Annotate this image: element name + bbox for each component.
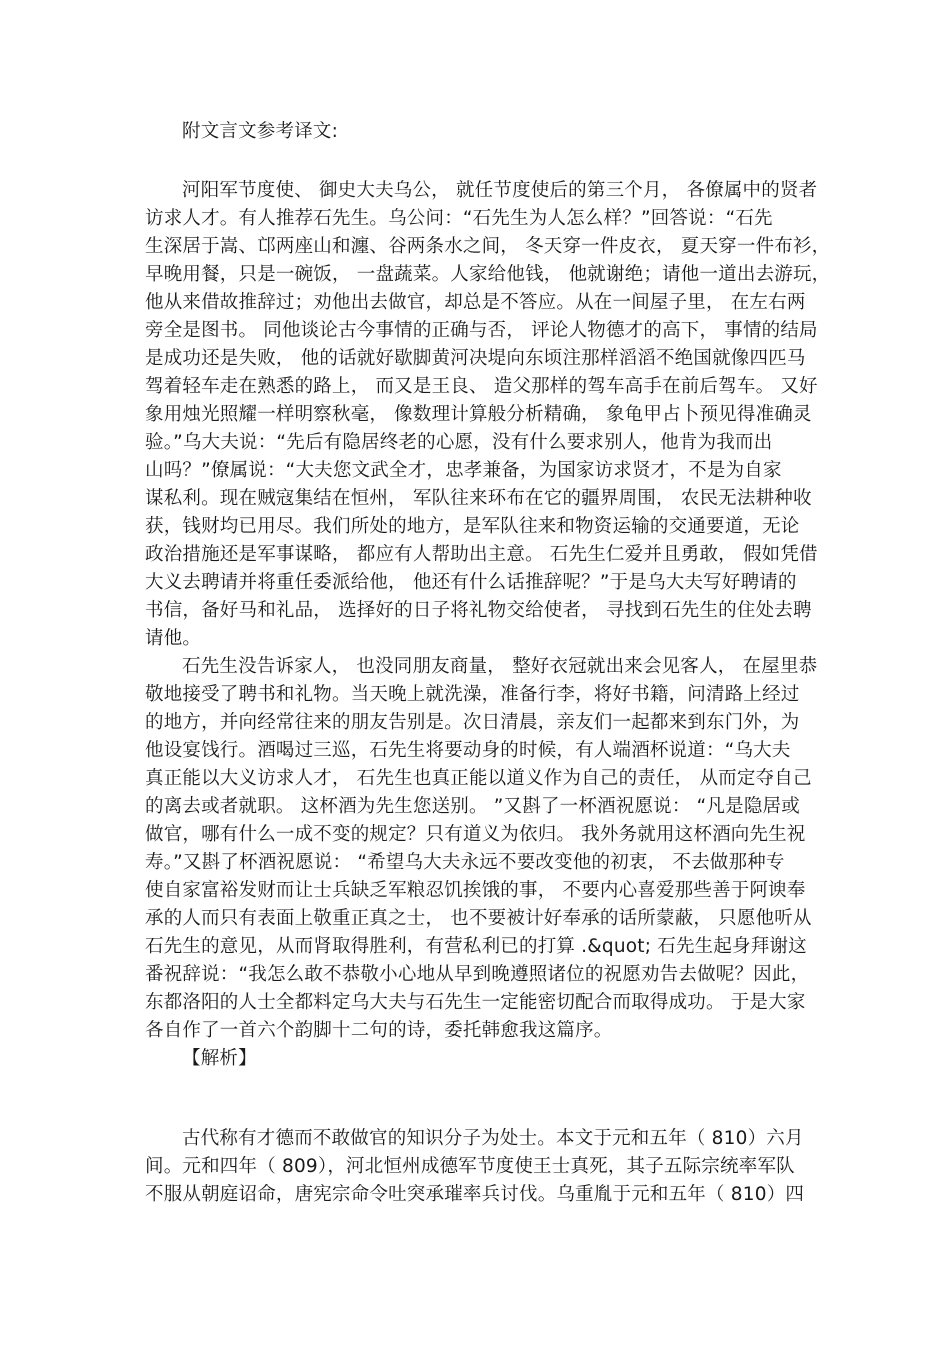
analysis-line: 间。元和四年（ 809），河北恒州成德军节度使王士真死，其子五际宗统率军队 [145,1156,795,1177]
paragraph-line: 他设宴饯行。酒喝过三巡，石先生将要动身的时候，有人端酒杯说道：“乌大夫 [145,740,791,761]
document-heading: 附文言文参考译文: [182,121,339,142]
paragraph-line: 书信，备好马和礼品， 选择好的日子将礼物交给使者， 寻找到石先生的住处去聘 [145,600,812,621]
analysis-line: 古代称有才德而不敢做官的知识分子为处士。本文于元和五年（ 810）六月 [182,1128,804,1149]
paragraph-line: 河阳军节度使、 御史大夫乌公， 就任节度使后的第三个月， 各僚属中的贤者 [182,180,818,201]
paragraph-line: 生深居于嵩、邙两座山和瀍、谷两条水之间， 冬天穿一件皮衣， 夏天穿一件布衫， [145,236,831,257]
analysis-label: 【解析】 [182,1048,257,1069]
paragraph-line: 政治措施还是军事谋略， 都应有人帮助出主意。 石先生仁爱并且勇敢， 假如凭借 [145,544,818,565]
paragraph-line: 做官，哪有什么一成不变的规定？只有道义为依归。 我外务就用这杯酒向先生祝 [145,824,806,845]
paragraph-line: 谋私利。现在贼寇集结在恒州， 军队往来环布在它的疆界周围， 农民无法耕种收 [145,488,812,509]
paragraph-line: 获，钱财均已用尽。我们所处的地方，是军队往来和物资运输的交通要道，无论 [145,516,800,537]
paragraph-line: 石先生没告诉家人， 也没同朋友商量， 整好衣冠就出来会见客人， 在屋里恭 [182,656,818,677]
analysis-line: 不服从朝庭诏命，唐宪宗命令吐突承璀率兵讨伐。乌重胤于元和五年（ 810）四 [145,1184,805,1205]
paragraph-line: 象用烛光照耀一样明察秋毫， 像数理计算般分析精确， 象龟甲占卜预见得准确灵 [145,404,812,425]
paragraph-line: 驾着轻车走在熟悉的路上， 而又是王良、 造父那样的驾车高手在前后驾车。 又好 [145,376,818,397]
paragraph-line: 访求人才。有人推荐石先生。乌公问：“石先生为人怎么样？”回答说：“石先 [145,208,773,229]
paragraph-line: 承的人而只有表面上敬重正真之士， 也不要被计好奉承的话所蒙蔽， 只愿他听从 [145,908,812,929]
paragraph-line: 大义去聘请并将重任委派给他， 他还有什么话推辞呢？”于是乌大夫写好聘请的 [145,572,797,593]
paragraph-line: 敬地接受了聘书和礼物。当天晚上就洗澡，准备行李，将好书籍，问清路上经过 [145,684,800,705]
paragraph-line: 他从来借故推辞过；劝他出去做官，却总是不答应。从在一间屋子里， 在左右两 [145,292,806,313]
paragraph-line: 请他。 [145,628,202,649]
paragraph-line: 各自作了一首六个韵脚十二句的诗，委托韩愈我这篇序。 [145,1020,613,1041]
paragraph-line: 验。”乌大夫说：“先后有隐居终老的心愿，没有什么要求别人，他肯为我而出 [145,432,773,453]
paragraph-line: 使自家富裕发财而让士兵缺乏军粮忍饥挨饿的事， 不要内心喜爱那些善于阿谀奉 [145,880,806,901]
paragraph-line: 的离去或者就职。 这杯酒为先生您送别。 ”又斟了一杯酒祝愿说： “凡是隐居或 [145,796,800,817]
paragraph-line: 番祝辞说：“我怎么敢不恭敬小心地从早到晚遵照诸位的祝愿劝告去做呢？因此， [145,964,810,985]
paragraph-line: 真正能以大义访求人才， 石先生也真正能以道义作为自己的责任， 从而定夺自己 [145,768,812,789]
paragraph-line: 寿。”又斟了杯酒祝愿说： “希望乌大夫永远不要改变他的初衷， 不去做那种专 [145,852,785,873]
paragraph-line: 旁全是图书。 同他谈论古今事情的正确与否， 评论人物德才的高下， 事情的结局 [145,320,818,341]
paragraph-line: 石先生的意见，从而肾取得胜利，有营私利已的打算 .&quot; 石先生起身拜谢这 [145,936,807,957]
paragraph-line: 山吗？”僚属说：“大夫您文武全才，忠孝兼备，为国家访求贤才，不是为自家 [145,460,782,481]
paragraph-line: 早晚用餐，只是一碗饭， 一盘蔬菜。人家给他钱， 他就谢绝；请他一道出去游玩， [145,264,831,285]
paragraph-line: 东都洛阳的人士全都料定乌大夫与石先生一定能密切配合而取得成功。 于是大家 [145,992,806,1013]
paragraph-line: 的地方，并向经常往来的朋友告别是。次日清晨，亲友们一起都来到东门外，为 [145,712,800,733]
paragraph-line: 是成功还是失败， 他的话就好歇脚黄河决堤向东顷注那样滔滔不绝国就像四匹马 [145,348,806,369]
